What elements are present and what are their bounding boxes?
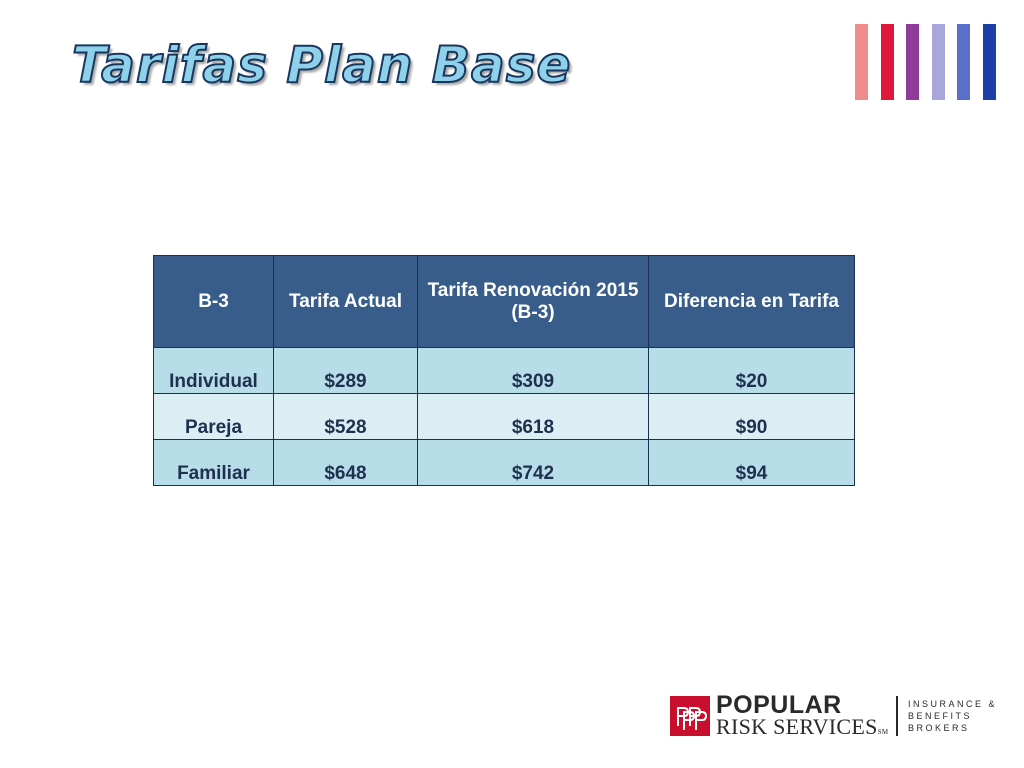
table-header-row [154, 256, 855, 348]
decorative-stripes [855, 24, 997, 100]
row-label: Pareja [154, 394, 274, 440]
cell-diferencia: $20 [649, 348, 855, 394]
header-plan: B-3 [154, 256, 274, 348]
logo-sm-mark: SM [877, 728, 889, 736]
table-row [154, 348, 855, 394]
cell-diferencia: $90 [649, 394, 855, 440]
header-tarifa-renovacion: Tarifa Renovación 2015 (B-3) [418, 256, 649, 348]
stripe-2 [881, 24, 894, 100]
cell-diferencia: $94 [649, 440, 855, 486]
cell-tarifa-renovacion: $618 [418, 394, 649, 440]
slide-title: Tarifas Plan Base [72, 36, 572, 94]
stripe-4 [932, 24, 945, 100]
rates-table [153, 255, 855, 486]
logo-divider [896, 696, 898, 736]
cell-tarifa-renovacion: $742 [418, 440, 649, 486]
stripe-1 [855, 24, 868, 100]
tagline-line-2: BENEFITS [908, 711, 973, 721]
logo-risk-label: RISK SERVICES [716, 714, 878, 739]
stripe-6 [983, 24, 996, 100]
tagline-line-3: BROKERS [908, 723, 970, 733]
stripe-3 [906, 24, 919, 100]
cell-tarifa-actual: $528 [274, 394, 418, 440]
tagline-line-1: INSURANCE & [908, 699, 998, 709]
logo-tagline [908, 698, 997, 734]
popular-risk-services-logo [670, 691, 1000, 739]
logo-risk-services-text [716, 716, 888, 743]
cell-tarifa-renovacion: $309 [418, 348, 649, 394]
header-diferencia: Diferencia en Tarifa [649, 256, 855, 348]
bppr-seal-icon [670, 696, 710, 736]
row-label: Familiar [154, 440, 274, 486]
table-row [154, 440, 855, 486]
table-row [154, 394, 855, 440]
header-tarifa-actual: Tarifa Actual [274, 256, 418, 348]
stripe-5 [957, 24, 970, 100]
cell-tarifa-actual: $289 [274, 348, 418, 394]
cell-tarifa-actual: $648 [274, 440, 418, 486]
row-label: Individual [154, 348, 274, 394]
logo-popular-text: POPULAR [716, 691, 842, 719]
bppr-logo-mark [670, 696, 710, 736]
